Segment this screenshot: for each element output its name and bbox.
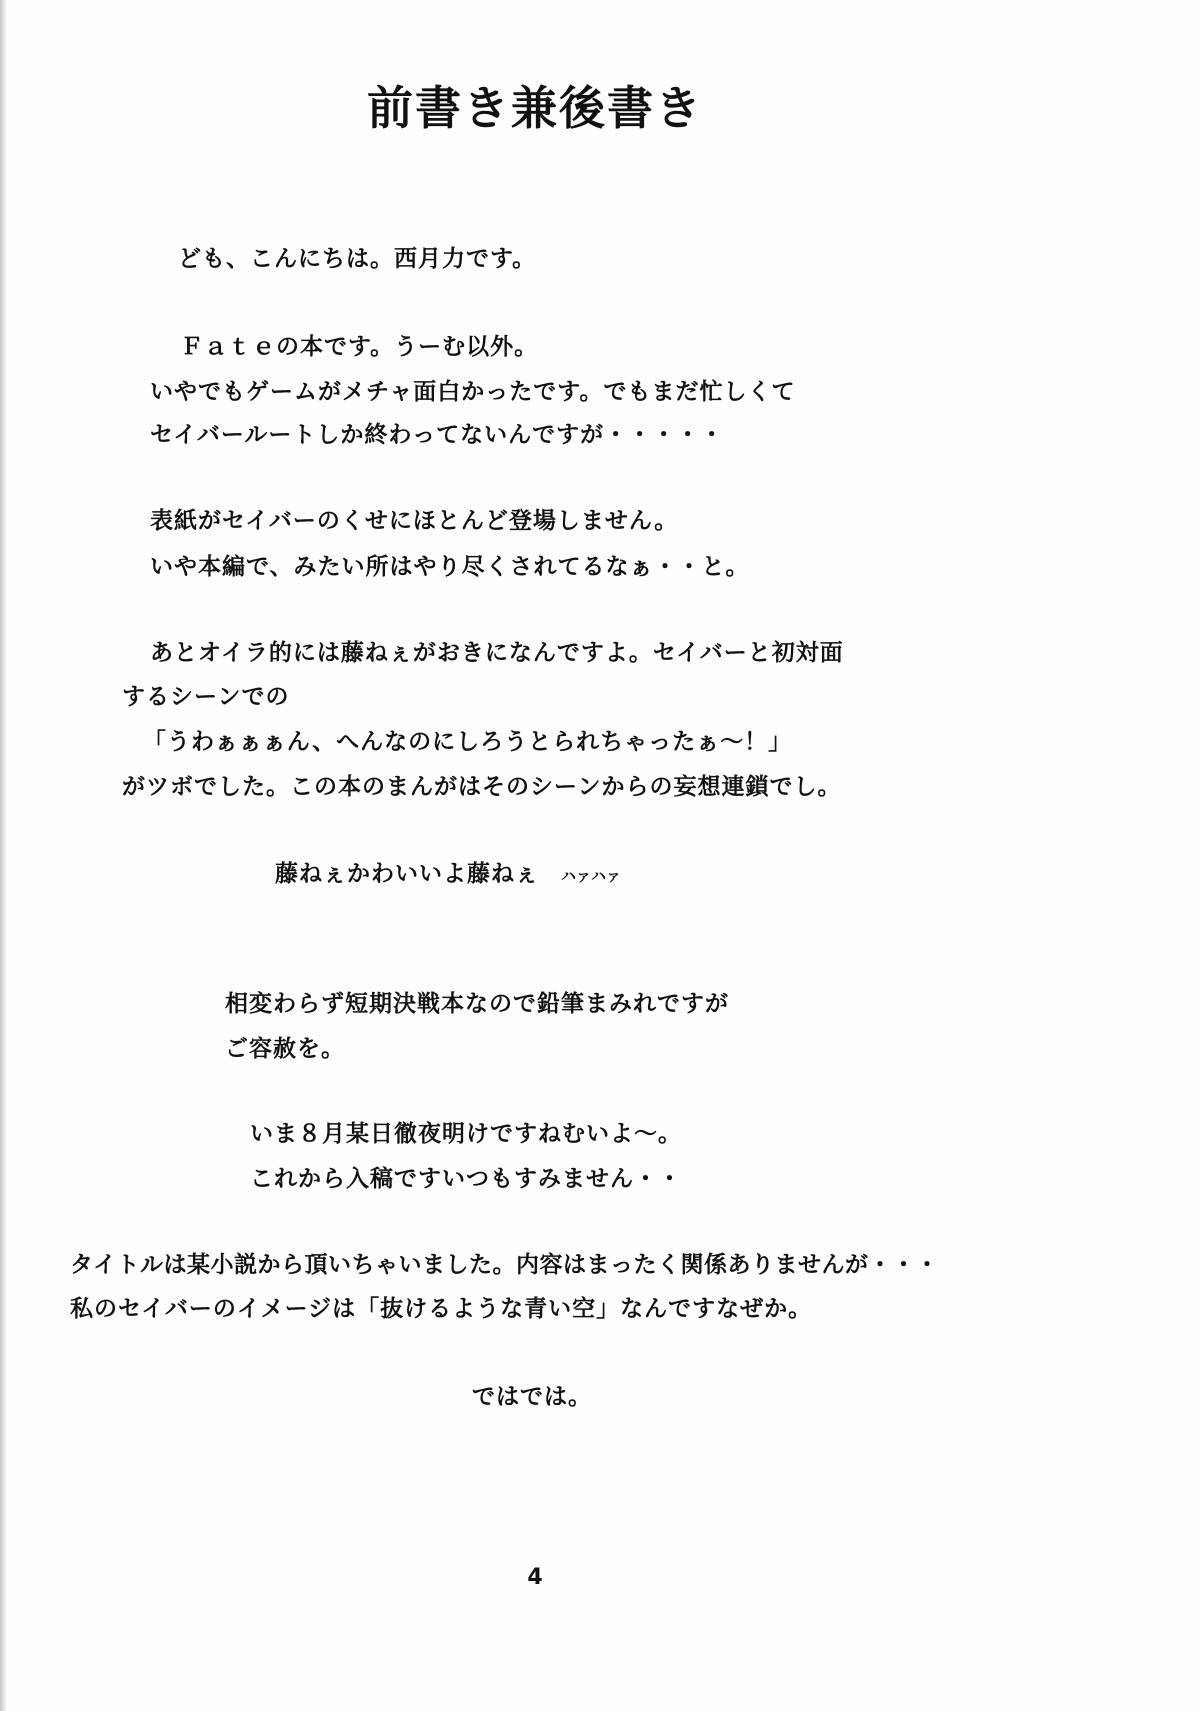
text-line-2: Ｆａｔｅの本です。うーむ以外。 [180,334,539,360]
text-line-17: 私のセイバーのイメージは「抜けるような青い空」なんですなぜか。 [70,1296,813,1322]
text-line-11-main: 藤ねぇかわいいよ藤ねぇ [275,861,539,887]
text-line-13: ご容赦を。 [225,1036,345,1062]
text-line-8: するシーンでの [122,684,290,710]
text-line-16: タイトルは某小説から頂いちゃいました。内容はまったく関係ありませんが・・・ [70,1252,940,1278]
text-line-4: セイバールートしか終わってないんですが・・・・・ [150,422,725,448]
text-line-10: がツボでした。この本のまんがはそのシーンからの妄想連鎖でし。 [122,774,842,800]
text-line-6: いや本編で、みたい所はやり尽くされてるなぁ・・と。 [150,554,750,580]
aside-text: ハァハァ [561,867,622,885]
page-edge-shadow [0,0,6,1711]
text-line-5: 表紙がセイバーのくせにほとんど登場しません。 [150,508,679,534]
page-number: 4 [527,1565,543,1590]
text-line-18: ではでは。 [472,1384,592,1410]
text-line-12: 相変わらず短期決戦本なので鉛筆まみれですが [225,991,729,1017]
page-title: 前書き兼後書き [367,81,703,135]
text-line-15: これから入稿ですいつもすみません・・ [250,1166,682,1192]
text-line-11 [275,855,621,888]
text-line-7: あとオイラ的には藤ねぇがおきになんですよ。セイバーと初対面 [150,640,844,666]
text-line-3: いやでもゲームがメチャ面白かったです。でもまだ忙しくて [150,379,796,405]
text-line-9: 「うわぁぁぁん、へんなのにしろうとられちゃったぁ～！」 [143,729,793,755]
text-line-1: ども、こんにちは。西月力です。 [178,246,537,272]
text-line-14: いま８月某日徹夜明けですねむいよ～。 [250,1121,682,1147]
